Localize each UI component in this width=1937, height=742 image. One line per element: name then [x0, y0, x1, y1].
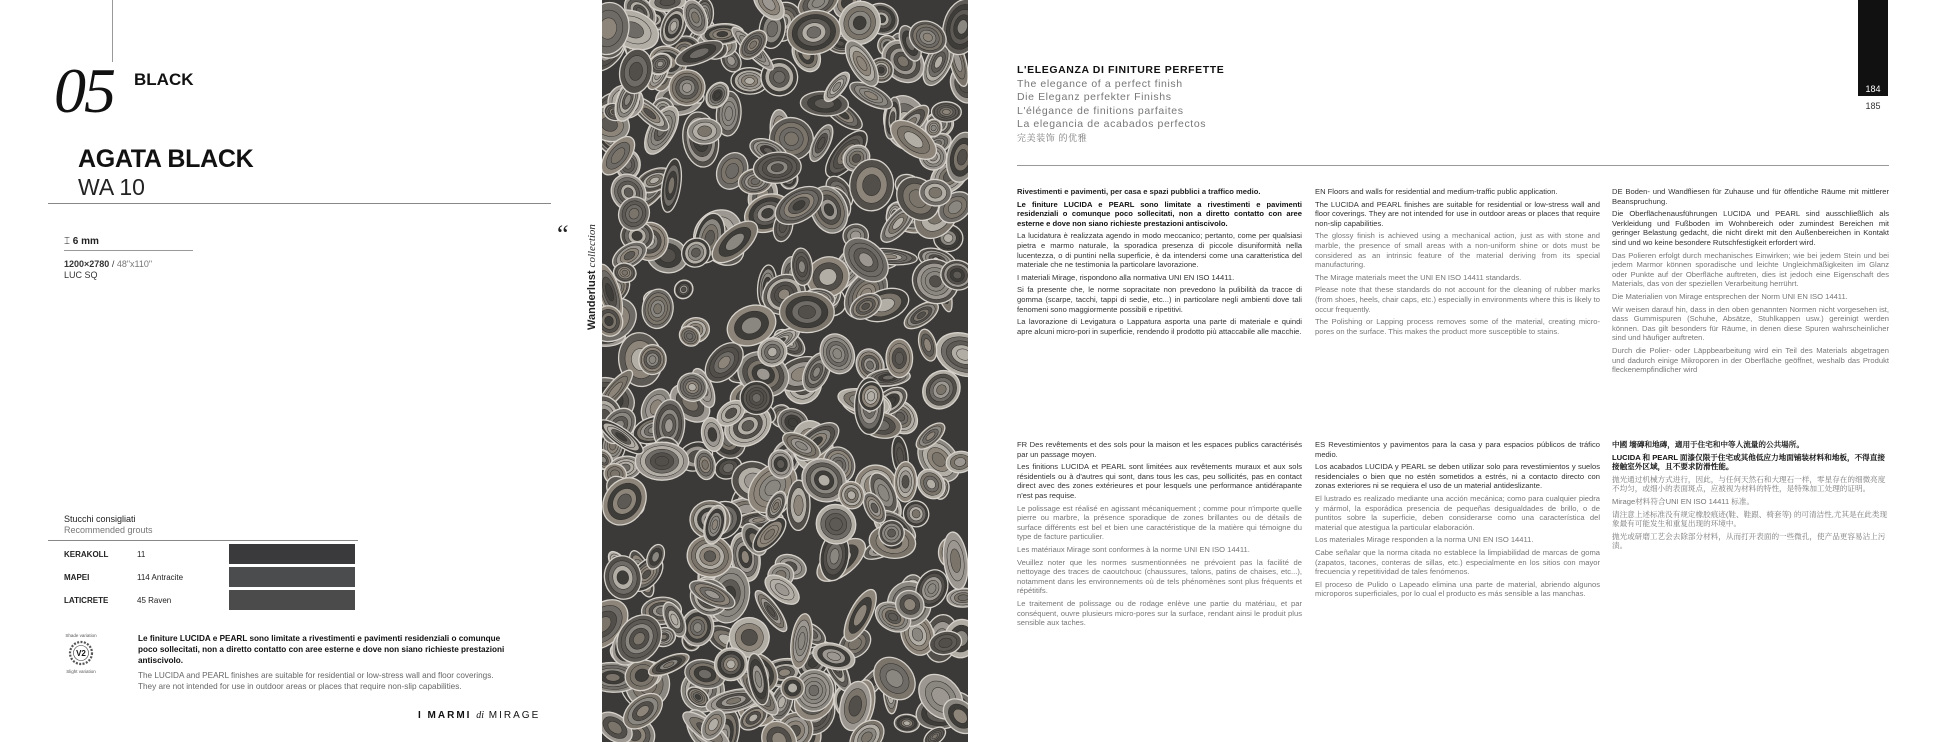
thickness-icon: ⌶	[64, 236, 70, 247]
thickness-spec	[64, 236, 99, 247]
agate-slice	[740, 381, 774, 415]
product-title: AGATA BLACK	[78, 145, 254, 173]
heading-translation: The elegance of a perfect finish	[1017, 77, 1183, 90]
quote-icon: “	[557, 220, 569, 249]
agate-stone-image	[602, 0, 968, 742]
text-column-spanish: ES Revestimientos y pavimentos para la casa y para espacios públicos de tráfico medio. Los acabados LUCIDA y PEARL se deben utilizar solo para revestimientos y suelos residenciales o bien que no estén sometidos a estrés, ni a contacto directo con zonas exteriores ni se requiera el uso de un material antideslizante. El lustrado es realizado mediante una acción mecánica; como para cualquier piedra y mármol, la esporádica presencia de pequeñas desigualdades de brillo, o de puntitos sobre la superficie, deben considerarse como una característica del material que atestigua la particular elaboración. Los materiales Mirage responden a la norma UNI EN ISO 14411. Cabe señalar que la norma citada no establece la limpiabilidad de marcas de goma (zapatos, tacones, conteras de sillas, etc.) especialmente en los sitios con mayor frecuencia y repetitividad de tales fenómenos. El proceso de Pulido o Lapeado elimina una parte de material, abriendo algunos microporos superficiales, por lo cual el producto es más sensible a las manchas.	[1315, 440, 1600, 599]
grout-swatch	[229, 544, 355, 564]
page-number-left: 184	[1865, 84, 1881, 94]
grouts-divider	[48, 540, 358, 541]
text-column-italian: Rivestimenti e pavimenti, per casa e spazi pubblici a traffico medio. Le finiture LUCIDA e PEARL sono limitate a rivestimenti e pavimenti residenziali o comunque poco sollecitati, non a diretto contatto con aree esterne e dove non siano richieste prestazioni antiscivolo. La lucidatura è realizzata agendo in modo meccanico; pertanto, come per qualsiasi pietra e marmo naturale, la sporadica presenza di piccole disuniformità nella lucentezza, o di puntini nella superficie, è da intendersi come una caratteristica del materiale che ne testimonia la particolare lavorazione. I materiali Mirage, rispondono alla normativa UNI EN ISO 14411. Si fa presente che, le norme sopracitate non prevedono la pulibilità da tracce di gomma (scarpe, tacchi, tappi di sedie, etc...) in particolare negli ambienti dove tali fenomeni sono maggiormente possibili e ripetitivi. La lavorazione di Levigatura o Lappatura asporta una parte di materiale e quindi apre alcuni micro-pori in superficie, rendendo il prodotto più attaccabile alle macchie.	[1017, 187, 1302, 336]
note-english: The LUCIDA and PEARL finishes are suitable for residential or low-stress wall and floor coverings. They are not intended for use in outdoor areas or places that require non-slip capabilities.	[138, 671, 494, 691]
finish-notes	[138, 633, 508, 692]
agate-slice	[779, 291, 834, 333]
product-code: WA 10	[78, 174, 145, 200]
heading-translation: L'élégance de finitions parfaites	[1017, 104, 1184, 117]
collection-label: Wanderlust collection	[586, 224, 598, 330]
shade-variation-icon	[64, 632, 98, 674]
agate-slice	[894, 461, 917, 502]
text-column-german: DE Boden- und Wandfliesen für Zuhause und für öffentliche Räume mit mittlerer Beanspruchung. Die Oberflächenausführungen LUCIDA und PEARL sind ausschließlich als Verkleidung und Fußboden im Wohnbereich oder zumindest Bereichen mit geringer Belastung gedacht, die nicht direkt mit den Außenbereichen in Kontakt sind und wo keine besondere Rutschfestigkeit erfordert wird. Das Polieren erfolgt durch mechanisches Einwirken; wie bei jedem Stein und bei jedem Marmor können sporadische und leichte Ungleichmäßigkeiten im Glanz oder Punkte auf der Oberfläche auftreten, dies ist jedoch eine Eigenschaft des Materials, das von der speziellen Verarbeitung herrührt. Die Materialien von Mirage entsprechen der Norm UNI EN ISO 14411. Wir weisen darauf hin, dass in den oben genannten Normen nicht vorgesehen ist, dass Gummispuren (Schuhe, Absätze, Stuhlkappen usw.) gereinigt werden können. Das gilt besonders für Räume, in denen diese Spuren wahrscheinlicher sind und häufiger auftreten. Durch die Polier- oder Läppbearbeitung wird ein Teil des Materials abgetragen und dadurch einige Mikroporen in der Oberfläche geöffnet, weshalb das Produkt fleckenempfindlicher wird	[1612, 187, 1889, 375]
agate-slice	[635, 442, 688, 480]
text-column-french: FR Des revêtements et des sols pour la maison et les espaces publics caractérisés par un passage moyen. Les finitions LUCIDA et PEARL sont limitées aux revêtements muraux et aux sols résidentiels ou à d'autres qui sont, dans tous les cas, peu sollicités, pas en contact direct avec des zones extérieures et pour lesquels une performance antidérapante n'est pas requise. Le polissage est réalisé en agissant mécaniquement ; comme pour n'importe quelle pierre ou marbre, la présence sporadique de zones brillantes ou de détails de surface différents est bel et bien une caractéristique de la matière qui témoigne du type de facture particulier. Les matériaux Mirage sont conformes à la norme UNI EN ISO 14411. Veuillez noter que les normes susmentionnées ne prévoient pas la facilité de nettoyage des traces de caoutchouc (chaussures, talons, patins de chaises, etc...), notamment dans les environnements où de tels phénomènes sont plus fréquents et répétitifs. Le traitement de polissage ou de rodage enlève une partie du matériau, et par conséquent, ouvre plusieurs micro-pores sur la surface, rendant ainsi le produit plus sensible aux taches.	[1017, 440, 1302, 628]
brand-logo: I MARMI di MIRAGE	[418, 710, 541, 721]
size-spec: 1200×2780 / 48"x110" LUC SQ	[64, 259, 153, 280]
text-column-chinese: 中國 墻磚和地磚，適用于住宅和中等人流量的公共場所。 LUCIDA 和 PEARL 面漆仅限于住宅或其他低应力地面铺装材料和地板，不得直接接触室外区域，且不要求防滑性能。 抛光通过机械方式进行，因此，与任何天然石和大理石一样，零星存在的细微亮度不均匀，或细小的表面斑点，应被视为材料的特性，是特殊加工处理的证明。 Mirage材料符合UNI EN ISO 14411 标准。 请注意上述标准没有规定橡胶痕迹(鞋、鞋跟、椅套等) 的可清洁性,尤其是在此类现象最有可能发生和重复出现的环境中。 抛光或研磨工艺会去除部分材料，从而打开表面的一些微孔，使产品更容易沾上污渍。	[1612, 440, 1888, 551]
size-metric: 1200×2780	[64, 259, 110, 269]
page-number-right: 185	[1865, 101, 1881, 111]
product-number: 05	[54, 55, 114, 126]
note-italian: Le finiture LUCIDA e PEARL sono limitate a rivestimenti e pavimenti residenziali o comunque poco sollecitati, non a diretto contatto con aree esterne e dove non siano richieste prestazioni antiscivolo.	[138, 634, 505, 665]
color-name: BLACK	[134, 70, 194, 89]
agate-slice	[886, 339, 913, 377]
svg-text:Shade variation: Shade variation	[65, 633, 97, 638]
size-imperial: 48"x110"	[116, 259, 153, 269]
svg-text:V2: V2	[76, 649, 86, 658]
spec-divider	[64, 250, 193, 251]
heading-divider	[1017, 165, 1889, 166]
heading-translation: La elegancia de acabados perfectos	[1017, 118, 1207, 131]
text-column-english: EN Floors and walls for residential and medium-traffic public application. The LUCIDA and PEARL finishes are suitable for residential or low-stress wall and floor coverings. They are not intended for use in outdoor areas or places that require non-slip capabilities. The glossy finish is achieved using a mechanical action, just as with stone and marble, the presence of small areas with a non-uniform shine or dots must be considered as an intrinsic feature of the material deriving from its special manufacturing. The Mirage materials meet the UNI EN ISO 14411 standards. Please note that these standards do not account for the cleaning of rubber marks (from shoes, heels, chair caps, etc.) especially in environments where this is likely to occur frequently. The Polishing or Lapping process removes some of the material, creating micro-pores on the surface. This makes the product more susceptible to stains.	[1315, 187, 1600, 336]
title-divider	[48, 203, 551, 204]
thickness-value: 6 mm	[72, 236, 99, 247]
top-divider-line	[112, 0, 113, 62]
section-heading: L'ELEGANZA DI FINITURE PERFETTE The elegance of a perfect finish Die Eleganz perfekter Finishs L'élégance de finitions parfaites La elegancia de acabados perfectos 完美装饰 的优雅	[1017, 64, 1224, 146]
agate-texture	[602, 0, 968, 742]
grout-swatch	[229, 590, 355, 610]
heading-translation: 完美装饰 的优雅	[1017, 132, 1088, 143]
grouts-header: Stucchi consigliati Recommended grouts	[64, 514, 153, 535]
svg-text:Slight variation: Slight variation	[66, 669, 96, 674]
finish-code: LUC SQ	[64, 270, 98, 280]
heading-translation: Die Eleganz perfekter Finishs	[1017, 91, 1172, 104]
grout-swatch	[229, 567, 355, 587]
page-tab	[1858, 0, 1888, 96]
